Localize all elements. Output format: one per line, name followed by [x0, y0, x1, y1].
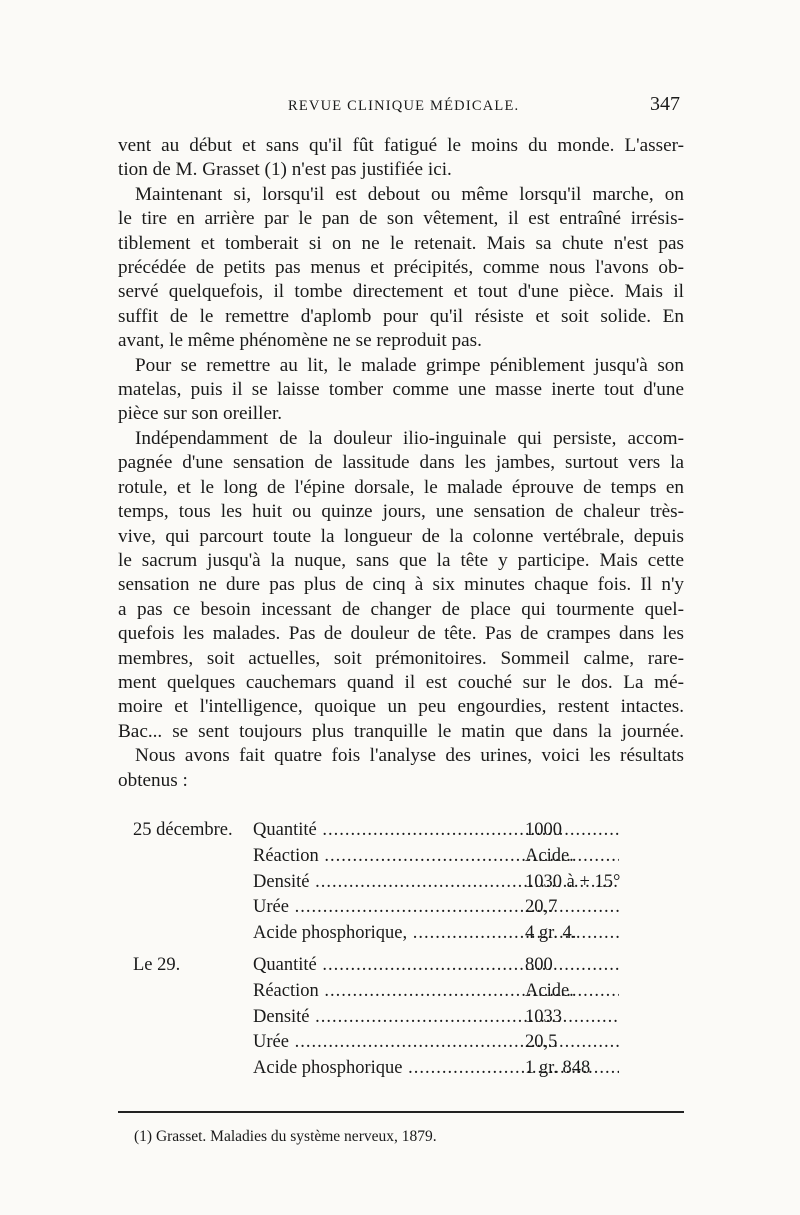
label-cell: Réaction .....	[253, 979, 619, 1005]
text-line: Pour se remettre au lit, le malade grimpe péniblement jusqu'à son	[135, 354, 684, 376]
footnote: (1) Grasset. Maladies du système nerveux, 1879.	[134, 1128, 437, 1145]
text-line: le tire en arrière par le pan de son vêtement, il est entraîné irrésis-	[118, 208, 684, 230]
table-row	[133, 953, 693, 979]
table-row	[133, 844, 693, 870]
urine-analysis-table	[133, 818, 693, 1082]
table-row	[133, 921, 693, 947]
text-line: Nous avons fait quatre fois l'analyse des urines, voici les résultats	[135, 745, 684, 767]
page-header	[118, 93, 684, 122]
table-row	[133, 1005, 693, 1031]
value-cell: 1033	[525, 1006, 562, 1027]
table-row	[133, 1056, 693, 1082]
text-line: précédée de petits pas menus et précipités, comme nous l'avons ob-	[118, 257, 684, 279]
text-line: quefois les malades. Pas de douleur de tête. Pas de crampes dans les	[118, 623, 684, 645]
text-line: rotule, et le long de l'épine dorsale, le malade éprouve de temps en	[118, 476, 684, 498]
label-cell: Densité .....	[253, 1005, 619, 1031]
value-cell: Acide.	[525, 980, 574, 1001]
date-cell: 25 décembre.	[133, 820, 233, 840]
label-cell: Densité .....	[253, 870, 619, 896]
running-title: REVUE CLINIQUE MÉDICALE.	[288, 98, 520, 114]
footnote-rule	[118, 1111, 684, 1113]
text-line: a pas ce besoin incessant de changer de place qui tourmente quel-	[118, 598, 684, 620]
date-cell: Le 29.	[133, 954, 181, 975]
text-line: pagnée d'une sensation de lassitude dans les jambes, surtout vers la	[118, 452, 684, 474]
label-cell: Quantité .....	[253, 953, 619, 979]
label-cell: Acide phosphorique, .....	[253, 921, 619, 947]
table-row	[133, 870, 693, 896]
table-row	[133, 818, 693, 844]
text-line: sensation ne dure pas plus de cinq à six minutes chaque fois. Il n'y	[118, 574, 684, 596]
table-row	[133, 895, 693, 921]
text-line: pièce sur son oreiller.	[118, 403, 283, 425]
text-line: membres, soit actuelles, soit prémonitoires. Sommeil calme, rare-	[118, 647, 684, 669]
text-line: tiblement et tomberait si on ne le retenait. Mais sa chute n'est pas	[118, 232, 684, 254]
body-text	[118, 134, 684, 793]
text-line: avant, le même phénomène ne se reproduit pas.	[118, 330, 482, 352]
label-cell: Urée .....	[253, 1030, 619, 1056]
value-cell: 20,7	[525, 897, 558, 918]
label-cell: Urée .....	[253, 895, 619, 921]
text-line: suffit de le remettre d'aplomb pour qu'il résiste et soit solide. En	[118, 305, 684, 327]
label-cell: Acide phosphorique .....	[253, 1056, 619, 1082]
value-cell: 1000	[525, 820, 562, 840]
text-line: ment quelques cauchemars quand il est couché sur le dos. La mé-	[118, 671, 684, 693]
text-line: tion de M. Grasset (1) n'est pas justifiée ici.	[118, 159, 452, 181]
value-cell: 4 gr. 4.	[525, 923, 577, 944]
text-line: vive, qui parcourt toute la longueur de la colonne vertébrale, depuis	[118, 525, 684, 547]
value-cell: Acide.	[525, 845, 574, 866]
value-cell: 800	[525, 954, 553, 975]
value-cell: 1030 à + 15°	[525, 871, 621, 892]
text-line: vent au début et sans qu'il fût fatigué le moins du monde. L'asser-	[118, 135, 684, 156]
text-line: servé quelquefois, il tombe directement et tout d'une pièce. Mais il	[118, 281, 684, 303]
table-row	[133, 979, 693, 1005]
value-cell: 1 gr. 848	[525, 1058, 591, 1079]
text-line: temps, tous les huit ou quinze jours, une sensation de chaleur très-	[118, 501, 684, 523]
text-line: le sacrum jusqu'à la nuque, sans que la tête y participe. Mais cette	[118, 549, 684, 571]
text-line: Indépendamment de la douleur ilio-inguinale qui persiste, accom-	[135, 427, 684, 449]
text-line: matelas, puis il se laisse tomber comme une masse inerte tout d'une	[118, 379, 684, 401]
text-line: Bac... se sent toujours plus tranquille le matin que dans la journée.	[118, 720, 684, 742]
label-cell: Réaction .....	[253, 844, 619, 870]
text-line: Maintenant si, lorsqu'il est debout ou même lorsqu'il marche, on	[135, 183, 684, 205]
page-number: 347	[650, 93, 680, 115]
table-row	[133, 1030, 693, 1056]
text-line: moire et l'intelligence, quoique un peu engourdies, restent intactes.	[118, 696, 684, 718]
text-line: obtenus :	[118, 769, 188, 791]
value-cell: 20,5	[525, 1032, 558, 1053]
label-cell: Quantité .....	[253, 818, 619, 844]
